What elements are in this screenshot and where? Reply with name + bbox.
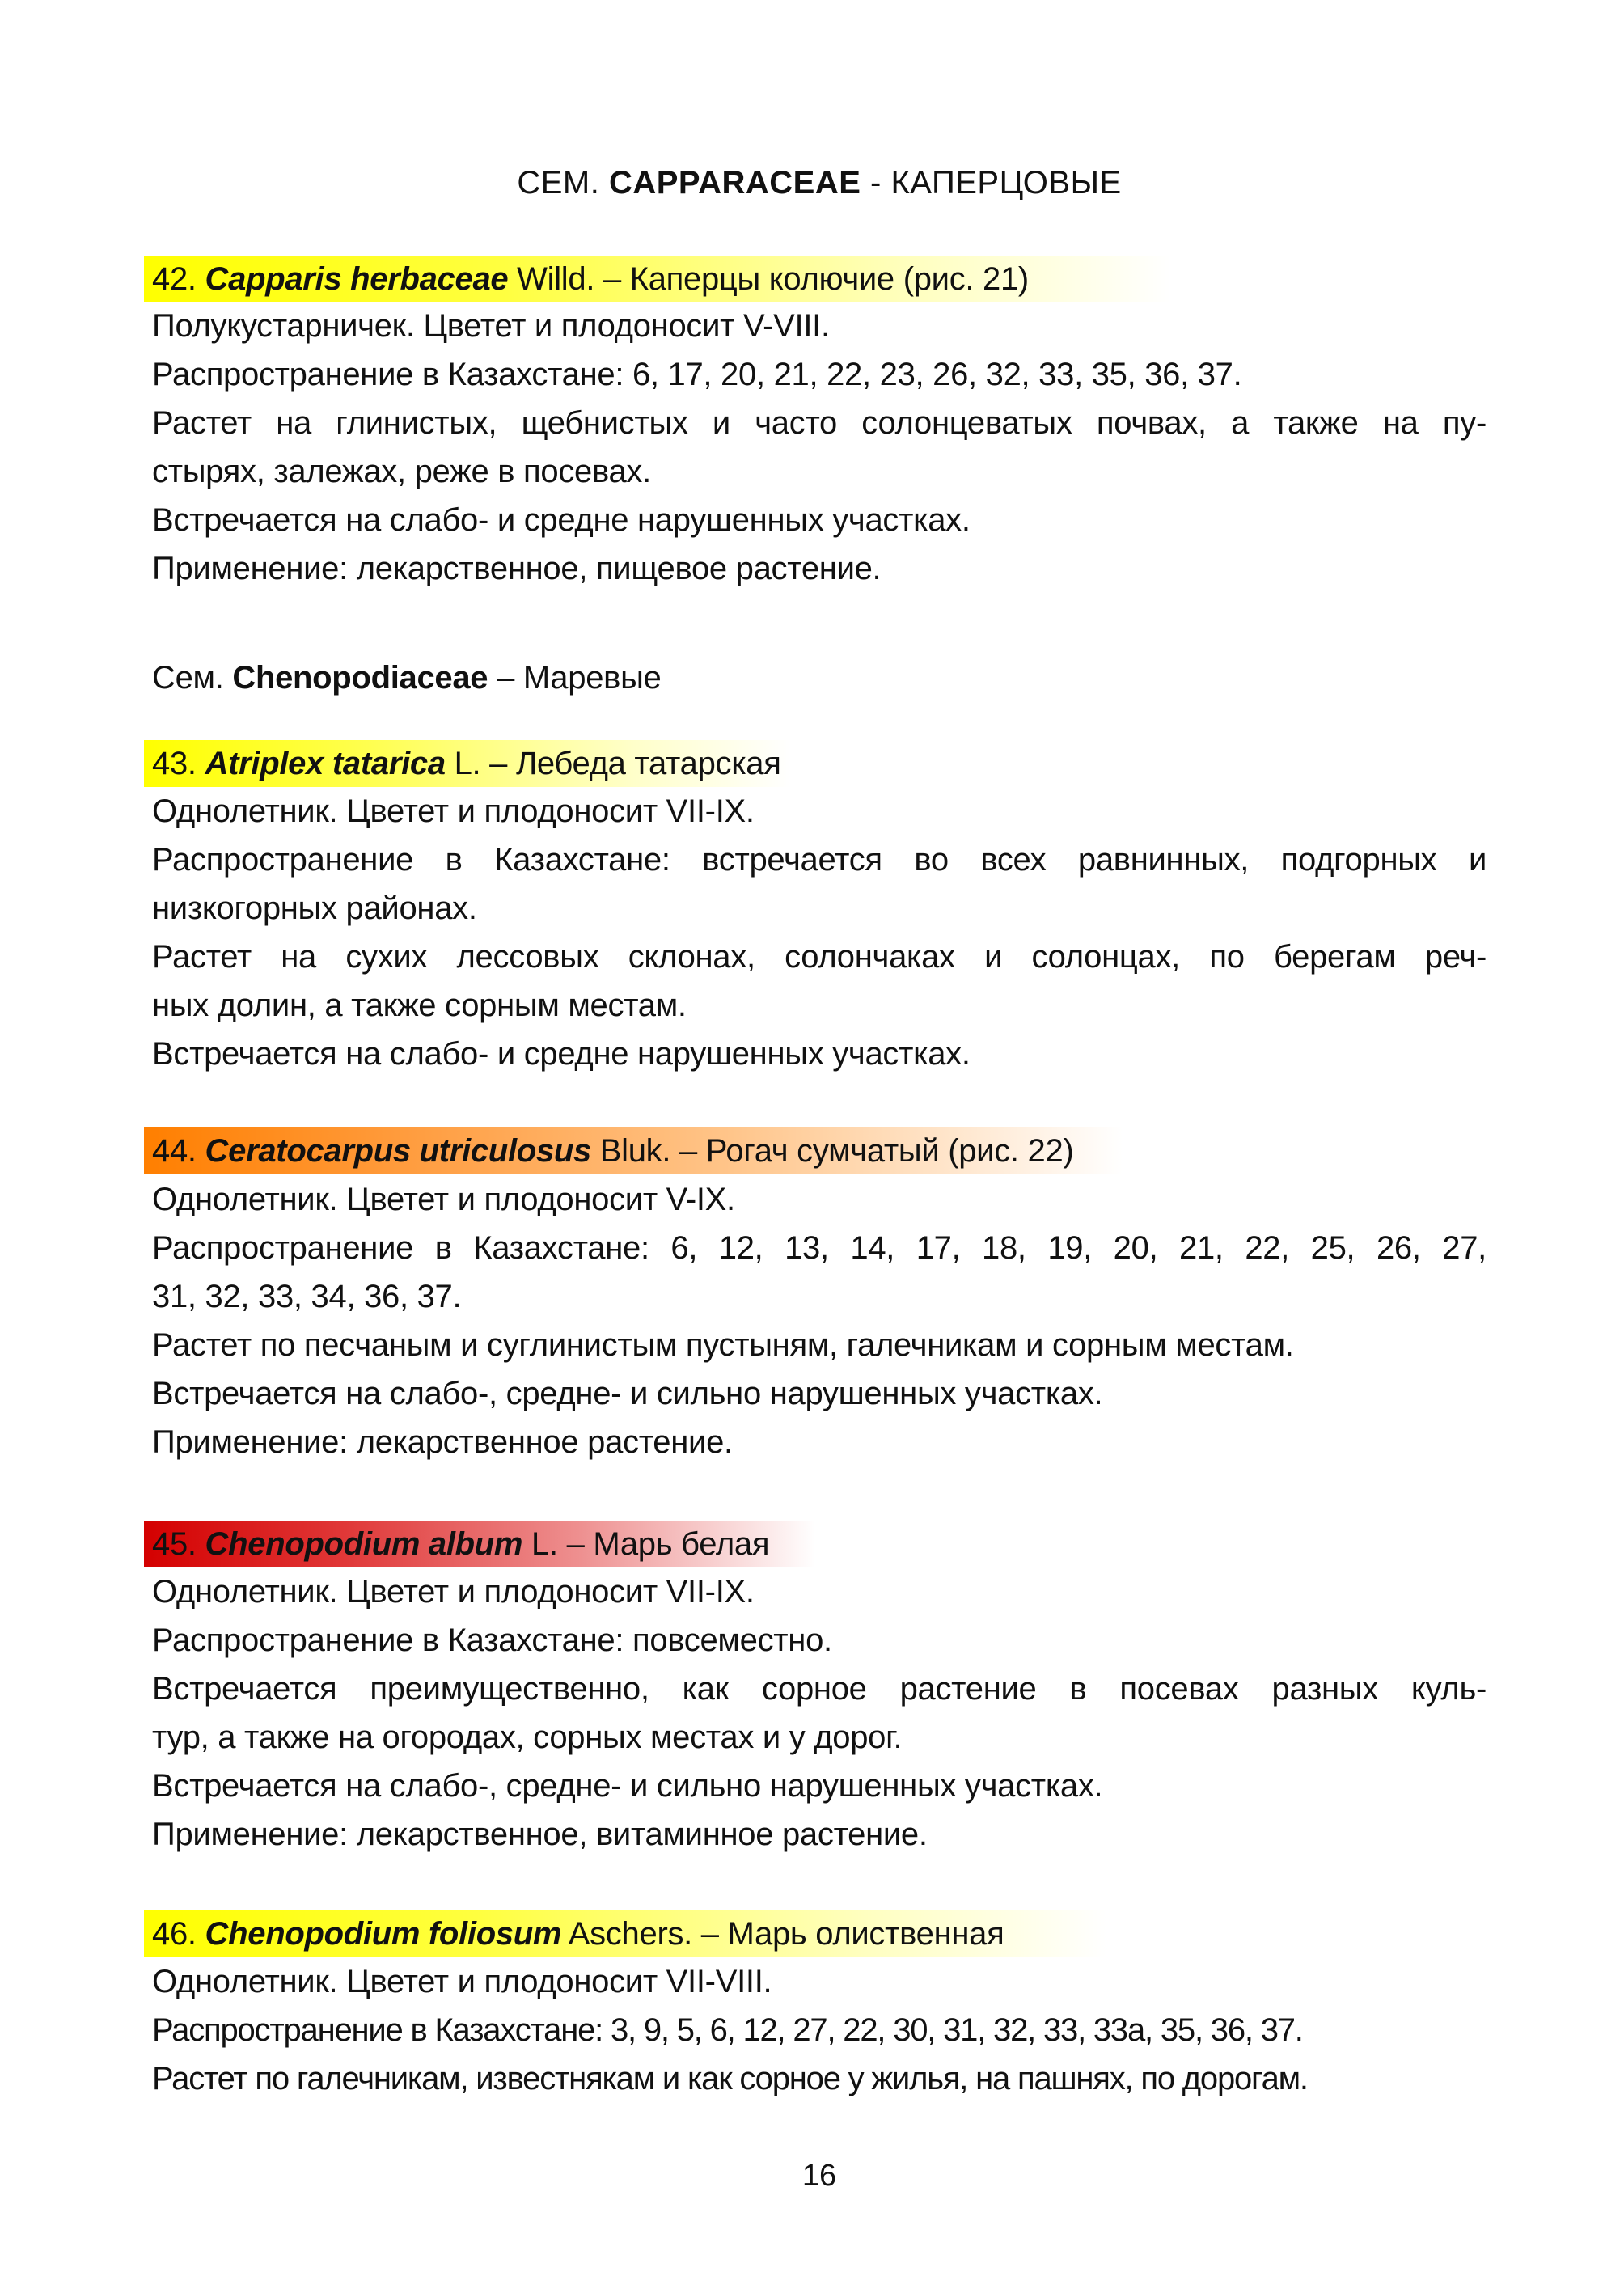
species-description-line: Однолетник. Цветет и плодоносит V-IX. (152, 1182, 735, 1217)
species-author-common-name: L. – Марь белая (522, 1526, 770, 1562)
species-number: 43. (152, 746, 197, 781)
species-description-line: 31, 32, 33, 34, 36, 37. (152, 1279, 462, 1314)
species-header-43 (144, 740, 791, 787)
family-russian-name: - КАПЕРЦОВЫЕ (861, 165, 1122, 201)
species-description-line: Встречается преимущественно, как сорное растение в посевах разных куль- (152, 1671, 1487, 1707)
species-number: 46. (152, 1916, 197, 1952)
species-description-line: Применение: лекарственное растение. (152, 1424, 733, 1460)
species-header-42 (144, 256, 1171, 302)
species-author-common-name: Willd. – Каперцы колючие (рис. 21) (508, 261, 1029, 297)
species-number: 44. (152, 1133, 197, 1169)
species-number: 45. (152, 1526, 197, 1562)
species-latin-name: Ceratocarpus utriculosus (205, 1133, 591, 1169)
species-author-common-name: Bluk. – Рогач сумчатый (рис. 22) (590, 1133, 1074, 1169)
species-description-line: Однолетник. Цветет и плодоносит VII-IX. (152, 1574, 755, 1610)
family-latin-name: CAPPARACEAE (608, 165, 861, 201)
species-number: 42. (152, 261, 197, 297)
family-russian-name: – Маревые (488, 660, 662, 696)
species-header-44 (144, 1127, 1123, 1174)
species-description-line: стырях, залежах, реже в посевах. (152, 454, 651, 489)
species-description-line: Полукустарничек. Цветет и плодоносит V-VIII. (152, 308, 830, 344)
family-prefix: Сем. (152, 660, 233, 696)
species-author-common-name: Aschers. – Марь олиственная (561, 1916, 1004, 1952)
species-description-line: Растет на глинистых, щебнистых и часто солонцеватых почвах, а также на пу- (152, 405, 1487, 441)
species-description-line: Встречается на слабо- и средне нарушенных участках. (152, 1036, 971, 1072)
species-description-line: Растет на сухих лессовых склонах, солончаках и солонцах, по берегам реч- (152, 939, 1487, 975)
species-description-line: Однолетник. Цветет и плодоносит VII-VIII. (152, 1964, 772, 1999)
species-latin-name: Chenopodium foliosum (205, 1916, 562, 1952)
species-description-line: Распространение в Казахстане: повсеместно. (152, 1622, 832, 1658)
species-description-line: ных долин, а также сорным местам. (152, 988, 687, 1023)
species-latin-name: Capparis herbaceae (205, 261, 509, 297)
species-description-line: Распространение в Казахстане: 6, 17, 20, 21, 22, 23, 26, 32, 33, 35, 36, 37. (152, 357, 1242, 392)
species-latin-name: Atriplex tatarica (205, 746, 446, 781)
species-description-line: Встречается на слабо-, средне- и сильно нарушенных участках. (152, 1376, 1103, 1411)
family-heading-capparaceae (152, 159, 1487, 207)
species-description-line: Распространение в Казахстане: 3, 9, 5, 6, 12, 27, 22, 30, 31, 32, 33, 33а, 35, 36, 37. (152, 2012, 1303, 2048)
species-header-46 (144, 1910, 1106, 1957)
species-latin-name: Chenopodium album (205, 1526, 523, 1562)
species-description-line: Распространение в Казахстане: встречается во всех равнинных, подгорных и (152, 842, 1487, 878)
species-description-line: Распространение в Казахстане: 6, 12, 13, 14, 17, 18, 19, 20, 21, 22, 25, 26, 27, (152, 1230, 1487, 1266)
page-number: 16 (801, 2159, 837, 2193)
species-description-line: тур, а также на огородах, сорных местах и у дорог. (152, 1720, 903, 1755)
species-description-line: низкогорных районах. (152, 891, 477, 926)
species-header-45 (144, 1521, 815, 1567)
family-latin-name: Chenopodiaceae (232, 660, 488, 696)
species-description-line: Применение: лекарственное, витаминное растение. (152, 1817, 928, 1852)
species-description-line: Растет по песчаным и суглинистым пустыням, галечникам и сорным местам. (152, 1327, 1294, 1363)
species-description-line: Однолетник. Цветет и плодоносит VII-IX. (152, 793, 755, 829)
family-prefix: СЕМ. (517, 165, 609, 201)
species-author-common-name: L. – Лебеда татарская (445, 746, 781, 781)
species-description-line: Применение: лекарственное, пищевое растение. (152, 551, 882, 586)
species-description-line: Встречается на слабо-, средне- и сильно нарушенных участках. (152, 1768, 1103, 1804)
species-description-line: Встречается на слабо- и средне нарушенных участках. (152, 502, 971, 538)
species-description-line: Растет по галечникам, известнякам и как сорное у жилья, на пашнях, по дорогам. (152, 2061, 1308, 2096)
family-heading-chenopodiaceae (152, 655, 662, 700)
